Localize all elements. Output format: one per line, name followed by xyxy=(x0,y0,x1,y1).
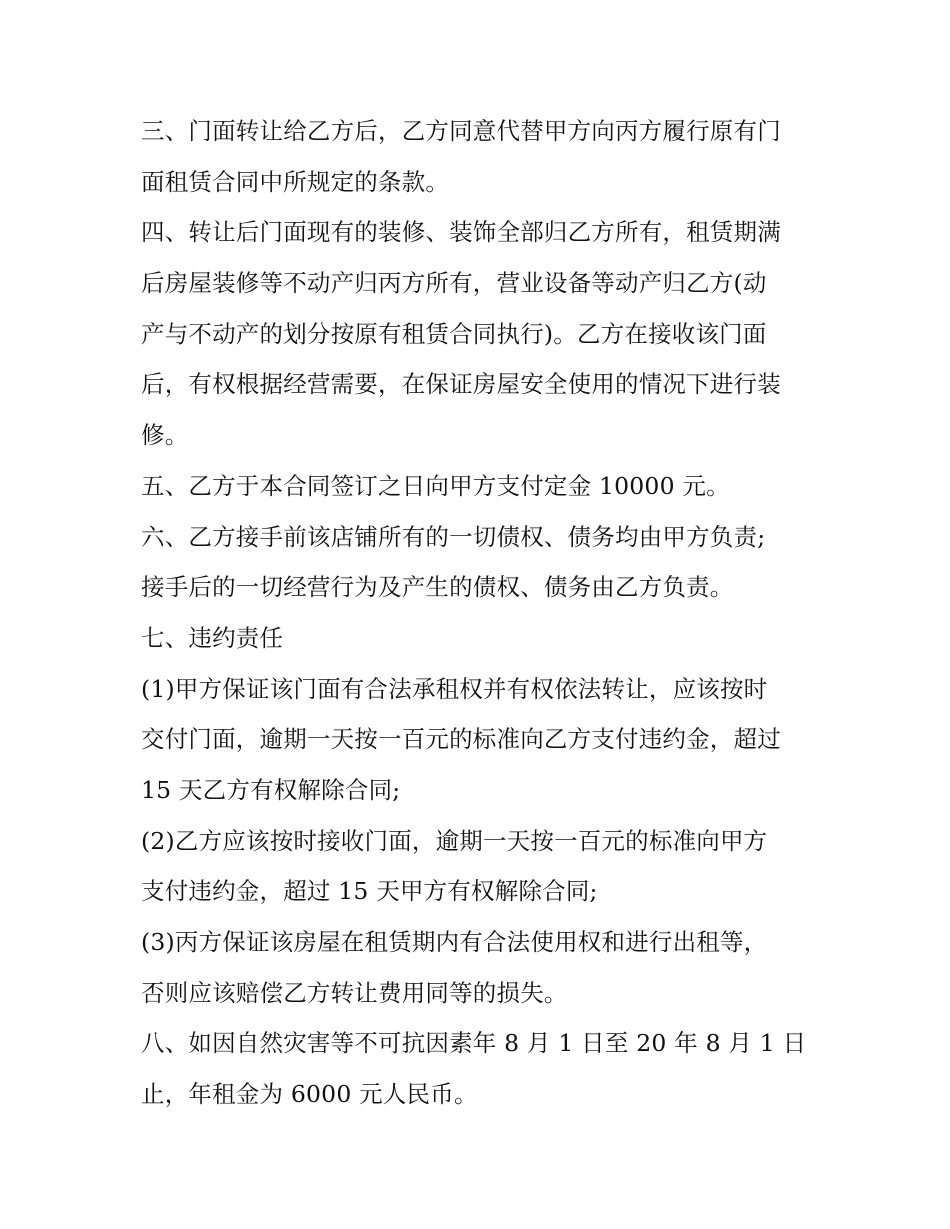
text-line: 修。 xyxy=(141,421,189,450)
text-line: 交付门面，逾期一天按一百元的标准向乙方支付违约金，超过 xyxy=(141,725,781,754)
paragraph-clause-7-2 xyxy=(141,816,821,917)
text-line: 否则应该赔偿乙方转让费用同等的损失。 xyxy=(141,978,568,1007)
text-line: 产与不动产的划分按原有租赁合同执行)。乙方在接收该门面 xyxy=(141,319,767,348)
contract-text-body xyxy=(141,106,821,1120)
paragraph-clause-6 xyxy=(141,512,821,613)
paragraph-clause-7-3 xyxy=(141,917,821,1018)
paragraph-clause-3 xyxy=(141,106,821,207)
text-line: (3)丙方保证该房屋在租赁期内有合法使用权和进行出租等， xyxy=(141,928,768,956)
text-line: 15 天乙方有权解除合同; xyxy=(141,775,401,804)
text-line: 接手后的一切经营行为及产生的债权、债务由乙方负责。 xyxy=(141,573,734,602)
text-line: 三、门面转让给乙方后，乙方同意代替甲方向丙方履行原有门 xyxy=(141,117,781,145)
paragraph-clause-4 xyxy=(141,207,821,460)
paragraph-clause-7-heading xyxy=(141,613,821,664)
paragraph-clause-8 xyxy=(141,1018,821,1119)
paragraph-clause-5 xyxy=(141,461,821,512)
text-line: 六、乙方接手前该店铺所有的一切债权、债务均由甲方负责; xyxy=(141,522,766,551)
paragraph-clause-7-1 xyxy=(141,664,821,816)
text-line: (1)甲方保证该门面有合法承租权并有权依法转让，应该按时 xyxy=(141,674,768,703)
text-line: 止，年租金为 6000 元人民币。 xyxy=(141,1080,478,1109)
text-line: 支付违约金，超过 15 天甲方有权解除合同; xyxy=(141,877,598,906)
text-line: 后房屋装修等不动产归丙方所有，营业设备等动产归乙方(动 xyxy=(141,269,767,298)
text-line: 后，有权根据经营需要，在保证房屋安全使用的情况下进行装 xyxy=(141,370,781,399)
text-line: 四、转让后门面现有的装修、装饰全部归乙方所有，租赁期满 xyxy=(141,218,781,247)
text-line: 面租赁合同中所规定的条款。 xyxy=(141,167,450,196)
text-line: 八、如因自然灾害等不可抗因素年 8 月 1 日至 20 年 8 月 1 日 xyxy=(141,1029,807,1058)
section-heading: 七、违约责任 xyxy=(141,623,284,652)
text-line: 五、乙方于本合同签订之日向甲方支付定金 10000 元。 xyxy=(141,471,730,500)
text-line: (2)乙方应该按时接收门面，逾期一天按一百元的标准向甲方 xyxy=(141,826,768,855)
